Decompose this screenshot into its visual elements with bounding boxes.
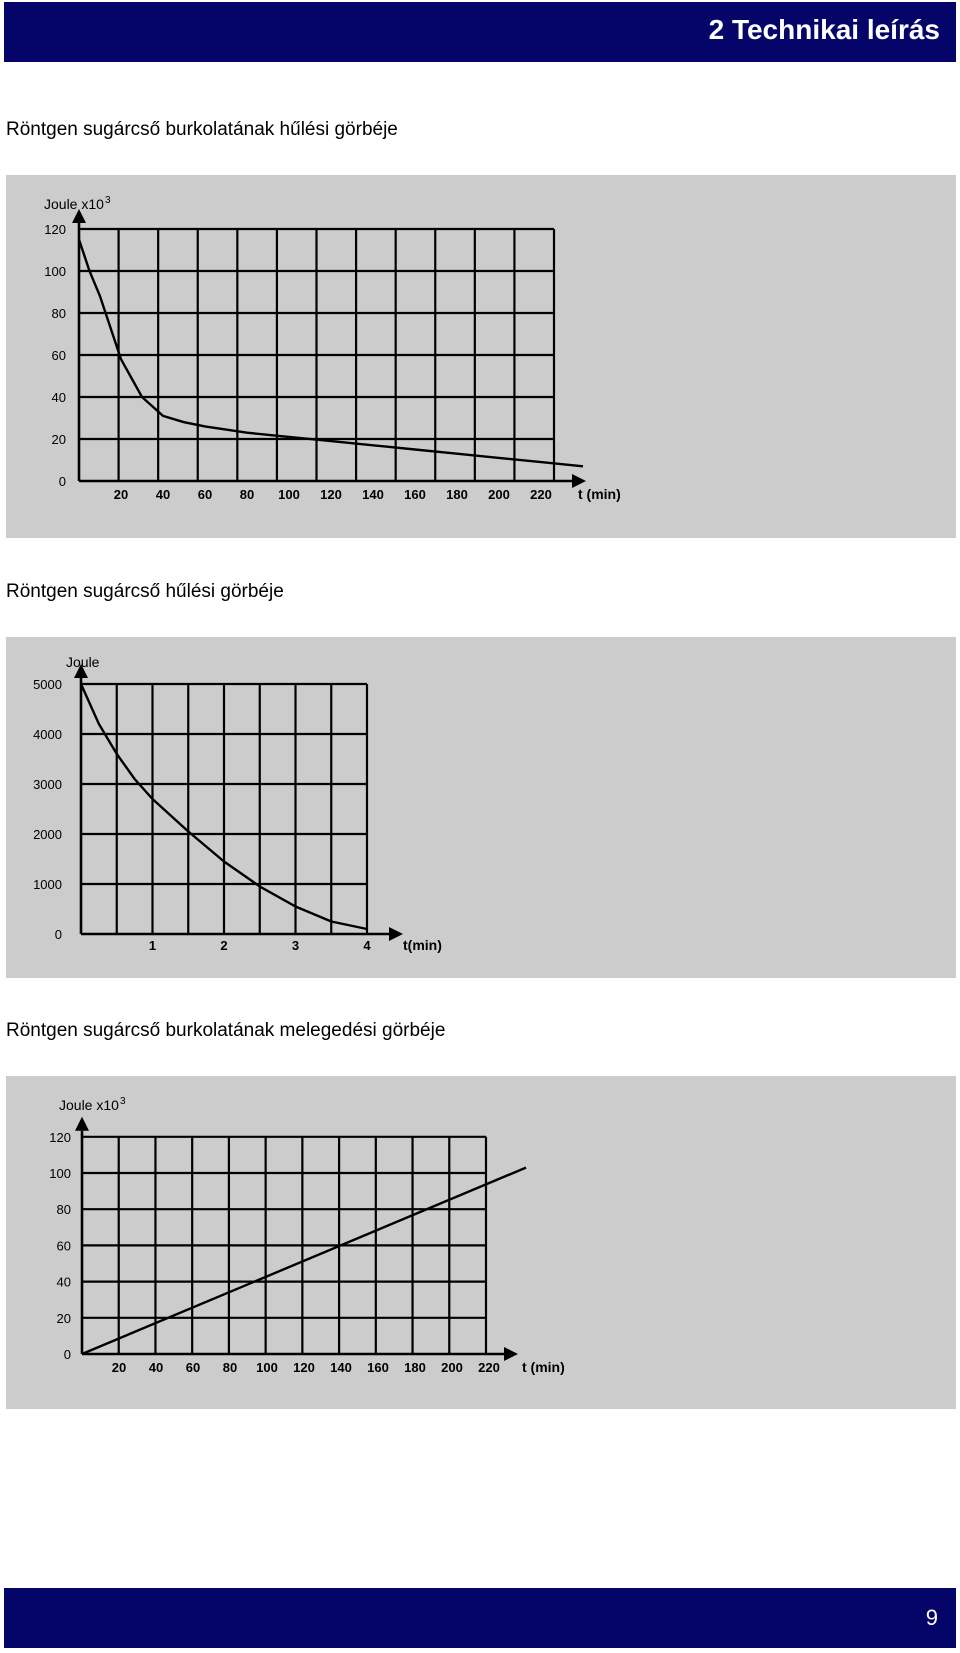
x-axis-label: t (min) — [578, 486, 621, 502]
y-tick-label: 40 — [56, 1274, 71, 1290]
x-tick-label: 40 — [155, 487, 171, 502]
chart-2-svg — [6, 637, 956, 978]
x-tick-label: 3 — [291, 938, 300, 953]
x-tick-label: 200 — [488, 487, 510, 502]
x-tick-label: 140 — [330, 1360, 352, 1375]
series-line — [82, 1168, 526, 1354]
section-title-1: Röntgen sugárcső burkolatának hűlési görbéje — [6, 119, 398, 140]
x-axis-label: t(min) — [403, 937, 442, 953]
x-tick-label: 4 — [363, 938, 371, 953]
chart-panel-3 — [6, 1076, 956, 1409]
x-tick-label: 60 — [185, 1360, 201, 1375]
x-tick-label: 120 — [293, 1360, 315, 1375]
y-tick-label: 1000 — [33, 877, 62, 892]
y-tick-label: 60 — [56, 1238, 71, 1254]
y-tick-label: 80 — [51, 306, 66, 321]
x-tick-label: 180 — [446, 487, 468, 502]
x-axis-arrow — [389, 927, 403, 941]
y-tick-label: 120 — [44, 222, 66, 237]
x-tick-label: 160 — [404, 487, 426, 502]
y-tick-label: 120 — [49, 1129, 71, 1145]
y-tick-label: 0 — [58, 474, 66, 489]
y-tick-label: 40 — [51, 390, 66, 405]
x-tick-label: 140 — [362, 487, 384, 502]
y-axis-label-superscript: 3 — [104, 195, 111, 206]
x-tick-label: 60 — [197, 487, 213, 502]
x-tick-label: 80 — [239, 487, 255, 502]
page-header-title: 2 Technikai leírás — [708, 14, 940, 45]
x-tick-label: 220 — [478, 1360, 500, 1375]
x-tick-label: 2 — [220, 938, 228, 953]
x-axis-label: t (min) — [522, 1359, 565, 1375]
x-tick-label: 20 — [113, 487, 129, 502]
header-bar — [4, 2, 956, 62]
x-tick-label: 120 — [320, 487, 342, 502]
x-tick-label: 20 — [111, 1360, 127, 1375]
y-tick-label: 60 — [51, 348, 66, 363]
y-axis-label: Joule — [66, 654, 100, 670]
y-axis-label: Joule x10 — [59, 1097, 119, 1113]
y-tick-label: 3000 — [33, 777, 62, 792]
x-tick-label: 180 — [404, 1360, 426, 1375]
chart-1-svg — [6, 175, 956, 538]
y-tick-label: 0 — [63, 1347, 71, 1362]
series-line — [79, 240, 583, 467]
footer-bar — [4, 1588, 956, 1648]
y-tick-label: 80 — [56, 1202, 71, 1218]
x-tick-label: 80 — [222, 1360, 238, 1375]
x-tick-label: 1 — [148, 938, 157, 953]
chart-panel-2 — [6, 637, 956, 978]
y-tick-label: 2000 — [33, 827, 62, 842]
y-tick-label: 0 — [54, 927, 62, 942]
x-tick-label: 160 — [367, 1360, 389, 1375]
chart-panel-1 — [6, 175, 956, 538]
y-tick-label: 100 — [44, 264, 66, 279]
x-tick-label: 100 — [278, 487, 300, 502]
y-axis-arrow — [75, 1117, 89, 1131]
section-title-3: Röntgen sugárcső burkolatának melegedési görbéje — [6, 1020, 446, 1041]
y-axis-label: Joule x10 — [44, 196, 104, 212]
y-tick-label: 100 — [49, 1166, 71, 1181]
y-tick-label: 4000 — [33, 727, 62, 742]
x-tick-label: 220 — [530, 487, 552, 502]
y-axis-label-superscript: 3 — [119, 1096, 126, 1107]
chart-3-svg — [6, 1076, 956, 1409]
y-tick-label: 5000 — [33, 677, 62, 692]
x-tick-label: 200 — [441, 1360, 463, 1375]
y-tick-label: 20 — [51, 432, 66, 447]
x-tick-label: 40 — [148, 1360, 164, 1375]
y-tick-label: 20 — [56, 1310, 71, 1326]
x-tick-label: 100 — [256, 1360, 278, 1375]
page-number: 9 — [925, 1605, 938, 1630]
x-axis-arrow — [504, 1347, 518, 1361]
section-title-2: Röntgen sugárcső hűlési görbéje — [6, 581, 284, 602]
